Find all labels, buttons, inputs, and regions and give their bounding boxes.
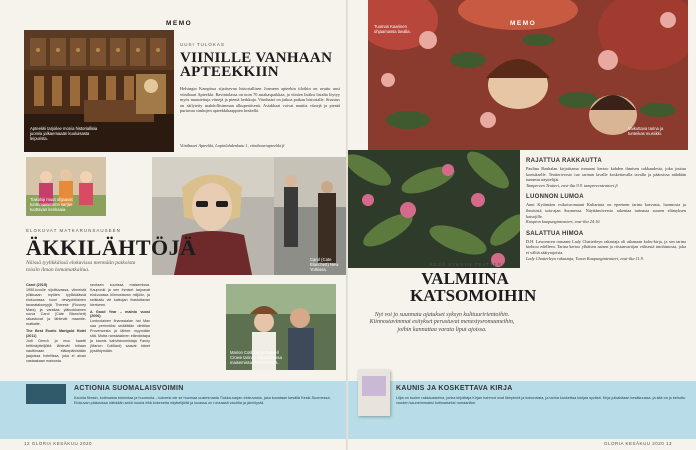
action-strip-photo — [26, 384, 66, 404]
apothecary-caption: Apteekki tarjoilee monia historiallisia juomia jalkaemaaän kuuluisasta leipurista. — [30, 126, 98, 141]
action-strip-text: Kaurila filmsin, kotimaista toimintaa ja huumoria – kokeesi ole se huomaa uusimmasta Tiukka-sarjan elokuvasta, joka kuvataan kesällä Keski-Suomessa. Elokuvan pääosissa nähdään sekä nuoria että kokeneita näyttelijöitä ja luvassa on runsaasti vauhtia ja jännitystä. — [74, 396, 331, 405]
article-body: Helsingin Kampissa sijaitsevan historiallisen Josmeen apteekin tiloihin on avattu uusi viinibaari Apteekki. Ravintolassa on noin 70 asiakaspaikkaa, ja viinien lisäksi listalta löytyy myös maustettuja viinejä ja pieniä herkkuja. Viinibaari on jatkoa paikan historialle. Sisustus on säilytetty mahdollisimman alkuperäisenä. Asiakkaat voivat nauttia viinejä ja pientä purtavaa vanhojen apteekkikaappien keskellä. — [180, 86, 340, 114]
street-caption: Carol (Cate Blanchett) New Yorkissa. — [310, 257, 339, 272]
plant-illustration — [348, 150, 520, 268]
action-strip-title: ACTIONIA SUOMALAISVOIMIN — [74, 385, 184, 392]
film-1-text: 1950-luvulle sijoittuvassa, viimeistä pilkkuaan myöten tyylikkäässä elokuvassa nuori newyorkilainen tavaratalomyyjä Therese (Rooney Mara) ja varakas yläluokkainen rouva Carol (Cate Blanchett) rakastuvat ja lähtevät maantie-matkalle. — [26, 287, 86, 327]
theater-headline-line-2: KATSOMOIHIN — [410, 286, 537, 305]
section-2-credit: Kuopion kaupunginteatteri, ensi-ilta 24.10. — [526, 219, 601, 225]
section-1-text: Paulina Rauhalan kirjoittama romaani kertoo kahden ihmisen rakkaudesta, joka joutuu koetukselle. Teatteriversio tuo tarinan lavalle koskettavalla tavalla ja pääosissa nähdään tunnetut näyttelijät. — [526, 166, 686, 183]
plant-photo — [348, 150, 520, 268]
provence-photo — [226, 284, 336, 370]
big-title: ÄKKILÄHTÖJÄ — [26, 235, 197, 260]
trio-caption: Tiakoloji muut ohjaavat tuntemaisemme sarjan tuottavan kenkaaia. — [30, 197, 73, 212]
film-3-text: Lontoolainen finanssialan hai Max saa perinnöksi sedältään viinitilan Provencesta ja lähtee myymään sitä. Mutta ranskalainen elämäntapa ja kaunis kahvilanomistaja Fanny (Marion Cotillard) saavat hänet pysähtymään. — [90, 319, 150, 353]
article-credit: Viinibaari Apteekki, Lapinlahdenkatu 1, viinibaariapteekki.fi — [180, 143, 285, 148]
theater-deck: Nyt voi jo suunnata ajatukset syksyn kulttuuririentoihin. Kiinnostavimmat esitykset perustuvat menestysromaaneihin, joihin kannattaa varata liput ajoissa. — [369, 312, 515, 333]
theater-headline-line-1: VALMIINA — [421, 269, 509, 288]
right-page — [348, 0, 696, 450]
footer-right: GLORIA KESÄKUU 2020 13 — [603, 441, 672, 446]
film-column-2 — [90, 283, 150, 354]
section-3-text: D.H. Lawrencen romaani Lady Chatterleyn rakastaja oli aikanaan kohu-kirja, ja sen tarina kiehtoo edelleen. Tarina kertoo ylhäisen naisen ja riistanvartijan välisestä intohimosta, joka ei välitä säätyrajoista. — [526, 238, 686, 255]
theater-section-label: KESÄ SYKSYN TEATTERI — [430, 262, 505, 267]
provence-caption: Marion Cotillard ja Russell Crowe tarinan romanttisissa maisemissa Provencessa. — [230, 350, 282, 365]
big-title-deck: Näissä tyylikkäissä elokuvissa mennään paikoista toisiin ilman lomamatkailua. — [26, 260, 136, 273]
film-3-title: A Good Year – mainio vuosi (2006) — [90, 309, 150, 319]
memo-label-left: MEMO — [166, 20, 193, 27]
top-right-caption: Vaikuttava tarina ja tunteikas musiikki. — [628, 126, 664, 136]
headline-line-2: APTEEKKIIN — [180, 64, 279, 80]
article-headline — [180, 51, 340, 79]
section-3-credit: Lady Chatterleyn rakastaja, Turun Kaupunginteatteri, ensi-ilta 11.9. — [526, 255, 644, 261]
street-photo — [274, 157, 348, 275]
right-column — [526, 158, 686, 261]
book-strip-title: KAUNIS JA KOSKETTAVA KIRJA — [396, 385, 513, 392]
theater-headline — [410, 269, 537, 305]
film-column-1 — [26, 283, 86, 364]
section-2-title: LUONNON LUMOA — [526, 194, 584, 201]
section-1-title: RAJATTUA RAKKAUTTA — [526, 158, 602, 164]
apothecary-photo — [24, 30, 174, 152]
film-2-text: Judi Dench ja muu kaartti brittinäyttelijöitä lähtevät Intiaan nauttimaan eläkepäivistään jaajoissa hotellissa, joka ei aivan vastaakaan mainosta. — [26, 338, 86, 363]
section-3-title: SALATTUA HIMOA — [526, 230, 584, 237]
film-2-continued: seuksen suurissa maisemissa. Kaupunki ja sen ihmiset tarjoavat elokuvassa kiinnostavan miljöön, ja seikkailu vie katsojan ihastuttavan kiertueen. — [90, 283, 150, 307]
headline-line-1: VIINILLE VANHAAN — [180, 50, 333, 66]
film-1-title: Carol (2015) — [26, 283, 48, 287]
book-strip-text: Liljia on tuulen rakkaustarina, jonka kirjoittaja Kirjan hahmot ovat lämpimiä ja kokonaisia, ja tarina koskettaa lukijaa syvästi. Kirja julkaistaan kesäkuussa, ja sitä on jo kehuttu vuoden kauneimmaksi kotimaiseksi romaaniksi. — [396, 396, 686, 405]
section-label: UUSI TULOKAS — [180, 42, 225, 47]
section-2-text: Anni Kytömäen esikoisromaani Kultarinta on epeeinen tarina kasvusta, luonnosta ja ihmisistä sota-ajan Suomessa. Näyttämöversio rakentaa tarinasta suuren elämyksen katsojille. — [526, 202, 686, 219]
footer-left: 12 GLORIA KESÄKUU 2020 — [24, 441, 93, 446]
film-2-title: The Best Exotic Marigold Hotel (2011) — [26, 329, 86, 339]
trio-film-photo — [26, 157, 106, 216]
memo-label-right: MEMO — [510, 20, 537, 27]
kicker: ELOKUVAT MATKARUNSAUSEEN — [26, 228, 121, 233]
book-cover — [358, 370, 390, 416]
top-left-caption: Tuomas Kaarinen ohjaamassa lavalla. — [374, 24, 411, 34]
section-1-credit: Tampereen Teatteri, ensi-ilta 9.9. tampereenteatteri.fi — [526, 182, 618, 188]
